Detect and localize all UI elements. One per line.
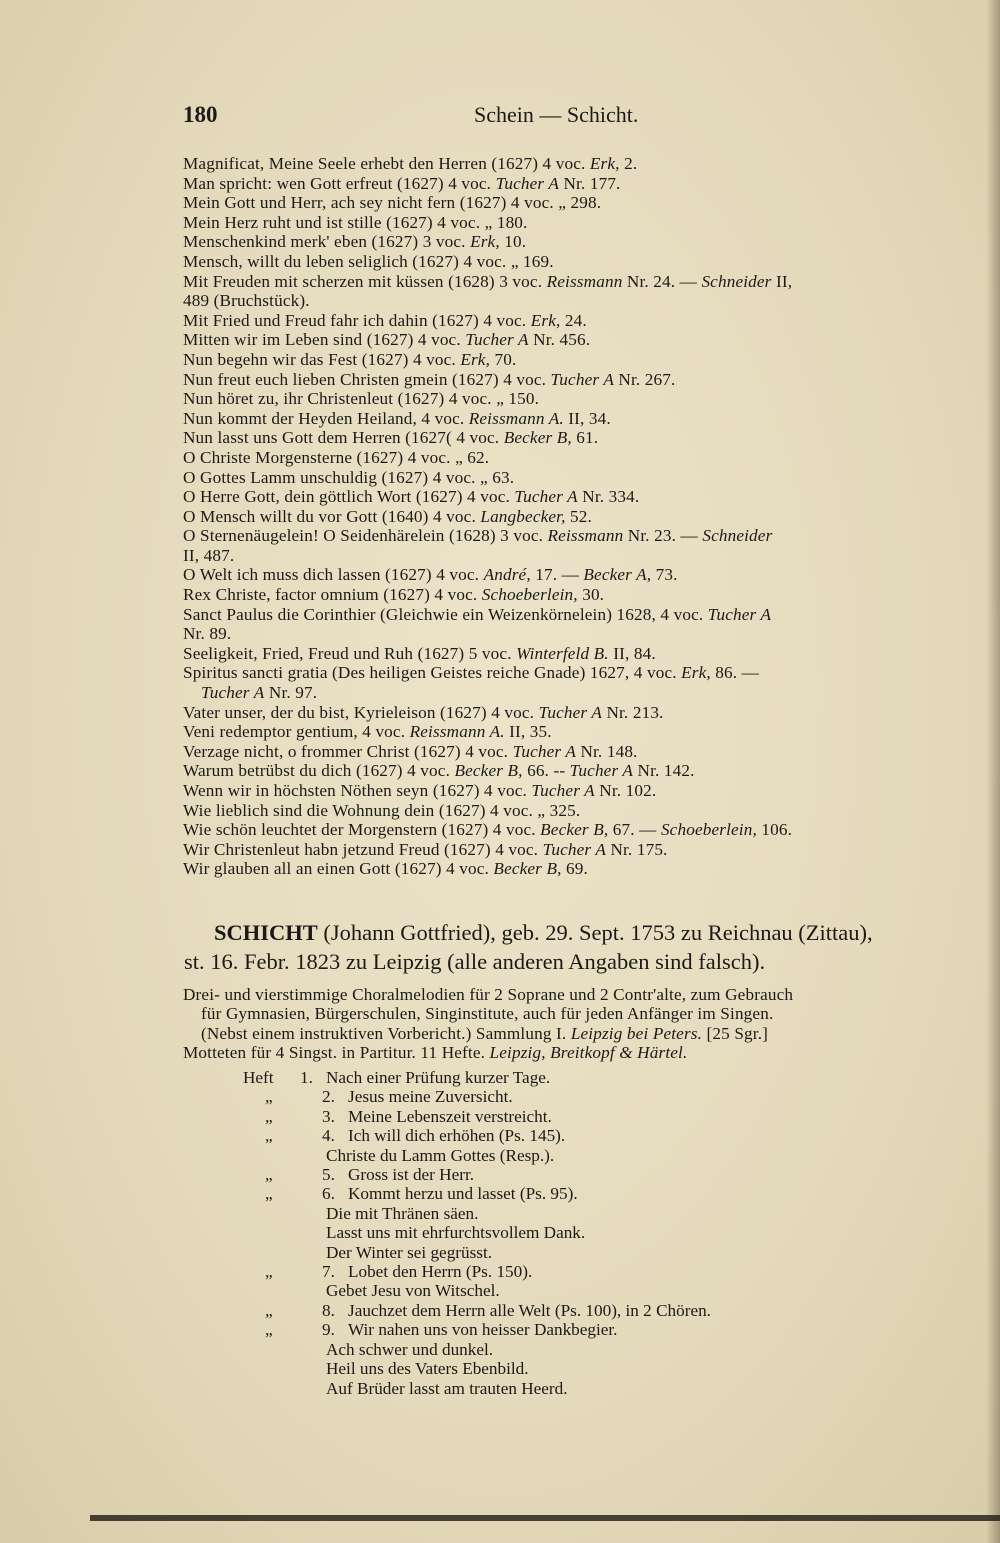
section-heading-schicht (184, 918, 924, 976)
catalog-entry: Nun begehn wir das Fest (1627) 4 voc. Erk, 70. (183, 349, 517, 369)
running-head: Schein — Schicht. (474, 102, 639, 127)
heft-number: 6. (322, 1184, 335, 1204)
catalog-entry: Seeligkeit, Fried, Freud und Ruh (1627) 5 voc. Winterfeld B. II, 84. (183, 643, 656, 663)
work-entry: (Nebst einem instruktiven Vorbericht.) Sammlung I. Leipzig bei Peters. [25 Sgr.] (201, 1023, 769, 1043)
heft-row (243, 1262, 923, 1281)
catalog-entry: Rex Christe, factor omnium (1627) 4 voc. Schoeberlein, 30. (183, 585, 605, 605)
heft-number: 9. (322, 1320, 335, 1340)
heft-row (243, 1165, 923, 1184)
motet-title: Wir nahen uns von heisser Dankbegier. (348, 1320, 618, 1340)
heft-number: 2. (322, 1087, 335, 1107)
heft-row (243, 1301, 923, 1320)
motet-title: Der Winter sei gegrüsst. (326, 1242, 493, 1262)
catalog-entry: Wie schön leuchtet der Morgenstern (1627) 4 voc. Becker B, 67. — Schoeberlein, 106. (183, 820, 793, 840)
catalog-entry: Menschenkind merk' eben (1627) 3 voc. Erk, 10. (183, 232, 527, 252)
catalog-entry: Wir glauben all an einen Gott (1627) 4 voc. Becker B, 69. (183, 859, 588, 879)
motet-title: Auf Brüder lasst am trauten Heerd. (326, 1378, 568, 1398)
catalog-entry: 489 (Bruchstück). (183, 291, 310, 311)
heft-number: 3. (322, 1106, 335, 1126)
heft-row (243, 1068, 923, 1087)
heft-label: „ (265, 1165, 273, 1185)
catalog-entry: Mitten wir im Leben sind (1627) 4 voc. Tucher A Nr. 456. (183, 330, 591, 350)
catalog-entry: Nun lasst uns Gott dem Herren (1627( 4 voc. Becker B, 61. (183, 428, 599, 448)
catalog-entry: Mein Gott und Herr, ach sey nicht fern (1627) 4 voc. „ 298. (183, 193, 602, 213)
catalog-entry: Mit Freuden mit scherzen mit küssen (1628) 3 voc. Reissmann Nr. 24. — Schneider II, (183, 271, 793, 291)
heft-label: Heft (243, 1068, 274, 1087)
motet-title: Gebet Jesu von Witschel. (326, 1281, 500, 1301)
catalog-entry: Man spricht: wen Gott erfreut (1627) 4 voc. Tucher A Nr. 177. (183, 173, 621, 193)
catalog-entry: O Sternenäugelein! O Seidenhärelein (1628) 3 voc. Reissmann Nr. 23. — Schneider (183, 526, 773, 546)
motet-title: Ich will dich erhöhen (Ps. 145). (348, 1126, 566, 1146)
catalog-entry: Sanct Paulus die Corinthier (Gleichwie ein Weizenkörnelein) 1628, 4 voc. Tucher A (183, 604, 772, 624)
heft-label: „ (265, 1300, 273, 1320)
catalog-entry: Veni redemptor gentium, 4 voc. Reissmann A. II, 35. (183, 722, 552, 742)
catalog-entry: Tucher A Nr. 97. (201, 683, 318, 703)
motet-title: Nach einer Prüfung kurzer Tage. (326, 1068, 551, 1087)
catalog-entry: O Gottes Lamm unschuldig (1627) 4 voc. „ 63. (183, 467, 515, 487)
heft-label: „ (265, 1087, 273, 1107)
composer-bio-line1: (Johann Gottfried), geb. 29. Sept. 1753 zu Reichnau (Zittau), (317, 920, 873, 945)
motet-title: Heil uns des Vaters Ebenbild. (326, 1359, 529, 1379)
catalog-entry: Wir Christenleut habn jetzund Freud (1627) 4 voc. Tucher A Nr. 175. (183, 839, 668, 859)
page-header (0, 102, 1000, 136)
catalog-entry: Wie lieblich sind die Wohnung dein (1627) 4 voc. „ 325. (183, 800, 581, 820)
motet-title: Meine Lebenszeit verstreicht. (348, 1106, 552, 1126)
heft-number: 5. (322, 1165, 335, 1185)
page-edge-shadow (986, 0, 1000, 1543)
catalog-entry: O Herre Gott, dein göttlich Wort (1627) 4 voc. Tucher A Nr. 334. (183, 487, 640, 507)
heft-number: 8. (322, 1300, 335, 1320)
heft-row (243, 1126, 923, 1145)
catalog-entry: O Welt ich muss dich lassen (1627) 4 voc. André, 17. — Becker A, 73. (183, 565, 678, 585)
heft-row (243, 1107, 923, 1126)
motet-title: Jauchzet dem Herrn alle Welt (Ps. 100), in 2 Chören. (348, 1300, 711, 1320)
heft-label: „ (265, 1106, 273, 1126)
motet-title: Die mit Thränen säen. (326, 1203, 479, 1223)
motet-title: Kommt herzu und lasset (Ps. 95). (348, 1184, 578, 1204)
work-entry: Drei- und vierstimmige Choralmelodien für 2 Soprane und 2 Contr'alte, zum Gebrauch (183, 985, 794, 1004)
heft-label: „ (265, 1184, 273, 1204)
bottom-binding-rule (90, 1515, 1000, 1521)
motet-title: Ach schwer und dunkel. (326, 1339, 494, 1359)
catalog-entry: Nun kommt der Heyden Heiland, 4 voc. Reissmann A. II, 34. (183, 408, 611, 428)
motet-title: Lobet den Herrn (Ps. 150). (348, 1262, 533, 1282)
catalog-entry: Mensch, willt du leben seliglich (1627) 4 voc. „ 169. (183, 251, 554, 271)
heft-label: „ (265, 1126, 273, 1146)
motet-heft-list (243, 1068, 923, 1398)
catalog-entry: O Mensch willt du vor Gott (1640) 4 voc. Langbecker, 52. (183, 506, 592, 526)
motet-title: Gross ist der Herr. (348, 1165, 475, 1185)
schicht-works-list (183, 985, 923, 1063)
heft-number: 1. (300, 1068, 313, 1087)
catalog-entry: Magnificat, Meine Seele erhebt den Herren (1627) 4 voc. Erk, 2. (183, 154, 638, 173)
page-number: 180 (183, 102, 218, 127)
composer-bio-line2: st. 16. Febr. 1823 zu Leipzig (alle anderen Angaben sind falsch). (184, 949, 766, 974)
catalog-entry: Wenn wir in höchsten Nöthen seyn (1627) 4 voc. Tucher A Nr. 102. (183, 781, 657, 800)
catalog-entry: O Christe Morgensterne (1627) 4 voc. „ 62. (183, 447, 490, 467)
catalog-entry: Vater unser, der du bist, Kyrieleison (1627) 4 voc. Tucher A Nr. 213. (183, 702, 664, 722)
heft-number: 7. (322, 1262, 335, 1282)
catalog-entry: Nun freut euch lieben Christen gmein (1627) 4 voc. Tucher A Nr. 267. (183, 369, 676, 389)
catalog-entry: Nr. 89. (183, 624, 232, 644)
heft-label: „ (265, 1262, 273, 1282)
heft-row (243, 1087, 923, 1106)
composer-name: SCHICHT (214, 920, 318, 945)
catalog-entry: Nun höret zu, ihr Christenleut (1627) 4 voc. „ 150. (183, 389, 540, 409)
motet-title: Lasst uns mit ehrfurchtsvollem Dank. (326, 1223, 586, 1243)
motet-title: Jesus meine Zuversicht. (348, 1087, 513, 1107)
catalog-entry: II, 487. (183, 545, 235, 565)
catalog-entry: Warum betrübst du dich (1627) 4 voc. Becker B, 66. -- Tucher A Nr. 142. (183, 761, 695, 781)
heft-number: 4. (322, 1126, 335, 1146)
heft-label: „ (265, 1320, 273, 1340)
heft-row (243, 1320, 923, 1339)
catalog-entry: Verzage nicht, o frommer Christ (1627) 4 voc. Tucher A Nr. 148. (183, 741, 638, 761)
work-entry: Motteten für 4 Singst. in Partitur. 11 Hefte. Leipzig, Breitkopf & Härtel. (183, 1043, 688, 1063)
work-entry: für Gymnasien, Bürgerschulen, Singinstitute, auch für jeden Anfänger im Singen. (201, 1004, 774, 1024)
heft-row (243, 1184, 923, 1203)
schein-entry-list (183, 154, 923, 879)
catalog-entry: Mit Fried und Freud fahr ich dahin (1627) 4 voc. Erk, 24. (183, 310, 587, 330)
motet-title: Christe du Lamm Gottes (Resp.). (326, 1145, 555, 1165)
catalog-entry: Mein Herz ruht und ist stille (1627) 4 voc. „ 180. (183, 212, 528, 232)
catalog-entry: Spiritus sancti gratia (Des heiligen Geistes reiche Gnade) 1627, 4 voc. Erk, 86. — (183, 663, 760, 683)
